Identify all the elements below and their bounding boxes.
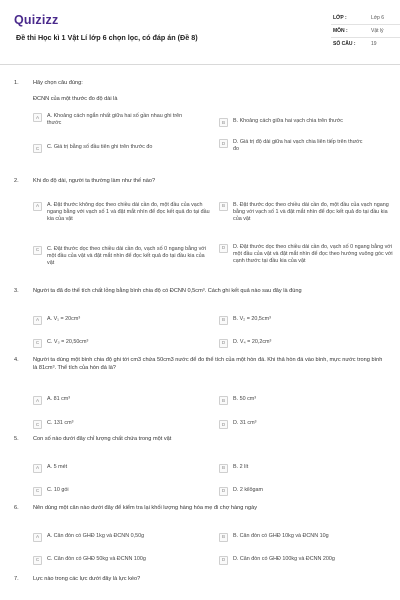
option-text: D. 31 cm³ <box>233 420 257 427</box>
option-letter-box: B <box>219 202 228 211</box>
option-letter-box: B <box>219 316 228 325</box>
option-letter-box: D <box>219 244 228 253</box>
option-text: A. Đặt thước không dọc theo chiều dài cần đo, một đầu của vạch ngang bằng với vạch số 1 và đặt mắt nhìn để đọc kết quả đo tại đầu kia của vật <box>47 201 210 223</box>
question-number: 1. <box>14 80 19 86</box>
question-number: 6. <box>14 505 19 511</box>
question-number: 4. <box>14 357 19 363</box>
option-text: A. Khoảng cách ngắn nhất giữa hai số gần nhau ghi trên thước <box>47 113 183 127</box>
option-text: B. 2 lít <box>233 463 249 470</box>
meta-label: MÔN : <box>333 27 348 34</box>
option-letter-box: D <box>219 556 228 565</box>
option-d[interactable] <box>219 244 397 266</box>
question-text: Nên dùng một cân nào dưới đây để kiểm tra lại khối lượng hàng hóa mẹ đi chợ hàng ngày <box>33 505 258 511</box>
option-letter-box: D <box>219 420 228 429</box>
option-text: C. Giá trị bằng số đầu tiên ghi trên thước đo <box>47 144 153 151</box>
question-number: 2. <box>14 178 19 184</box>
option-letter-box: B <box>219 464 228 473</box>
question-3 <box>14 288 386 348</box>
option-text: C. V₃ = 20,50cm³ <box>47 338 89 345</box>
option-letter-box: B <box>219 396 228 405</box>
option-letter-box: C <box>33 144 42 153</box>
option-c[interactable] <box>33 420 203 429</box>
options <box>33 304 386 364</box>
option-letter-box: C <box>33 339 42 348</box>
option-d[interactable] <box>219 556 389 565</box>
header <box>14 12 388 62</box>
question-text: Hãy chọn câu đúng: <box>33 80 83 86</box>
option-b[interactable] <box>219 396 389 405</box>
question-6 <box>14 505 386 565</box>
option-text: A. V₁ = 20cm³ <box>47 315 81 322</box>
option-b[interactable] <box>219 202 397 224</box>
meta-label: LỚP : <box>333 14 347 21</box>
question-number: 5. <box>14 436 19 442</box>
question-text: Khi đo độ dài, người ta thường làm như thế nào? <box>33 178 156 184</box>
option-letter-box: A <box>33 533 42 542</box>
options <box>33 521 386 581</box>
option-a[interactable] <box>33 316 203 325</box>
option-b[interactable] <box>219 118 385 127</box>
option-text: A. 81 cm³ <box>47 396 71 403</box>
question-text: Con số nào dưới đây chỉ lượng chất chứa trong một vật <box>33 436 172 442</box>
option-text: D. 2 kilôgam <box>233 486 263 493</box>
option-c[interactable] <box>33 246 211 268</box>
meta-row-count <box>331 38 400 51</box>
question-text: Lực nào trong các lực dưới đây là lực kéo? <box>33 576 141 582</box>
question-1 <box>14 80 386 164</box>
option-text: D. Đặt thước dọc theo chiều dài cần đo, vạch số 0 ngang bằng với một đầu của vật và đặt mắt nhìn để đọc theo hướng vuông góc với cạnh thước tại đầu kia của vật <box>233 243 393 265</box>
options <box>33 452 386 512</box>
question-5 <box>14 436 386 496</box>
option-text: C. 131 cm³ <box>47 420 74 427</box>
option-text: D. V₄ = 20,2cm³ <box>233 338 272 345</box>
question-text: Người ta đã đo thể tích chất lỏng bằng bình chia độ có ĐCNN 0,5cm³. Cách ghi kết quả nào sau đây là đúng <box>33 288 302 294</box>
option-letter-box: A <box>33 464 42 473</box>
option-text: B. 50 cm³ <box>233 396 257 403</box>
option-letter-box: D <box>219 487 228 496</box>
question-number: 3. <box>14 288 19 294</box>
option-text: B. Khoảng cách giữa hai vạch chia trên thước <box>233 118 343 125</box>
option-letter-box: D <box>219 339 228 348</box>
meta-row-grade <box>331 12 400 25</box>
page-title: Đề thi Học kì 1 Vật Lí lớp 6 chọn lọc, có đáp án (Đề 8) <box>16 33 198 42</box>
option-b[interactable] <box>219 464 389 473</box>
option-text: C. 10 gói <box>47 486 69 493</box>
option-text: A. 5 mét <box>47 463 68 470</box>
question-4 <box>14 357 386 427</box>
option-letter-box: A <box>33 316 42 325</box>
option-d[interactable] <box>219 487 389 496</box>
meta-table <box>331 12 400 51</box>
option-letter-box: A <box>33 202 42 211</box>
question-7 <box>14 576 386 590</box>
option-a[interactable] <box>33 464 203 473</box>
meta-row-subject <box>331 25 400 38</box>
meta-value: Lớp 6 <box>371 14 385 21</box>
option-b[interactable] <box>219 533 389 542</box>
question-2 <box>14 178 393 278</box>
option-text: C. Đặt thước dọc theo chiều dài cần đo, vạch số 0 ngang bằng với một đầu của vật và đặt mắt nhìn để đọc kết quả đo tại đầu kia của vật <box>47 245 207 267</box>
quizizz-logo: Quizizz <box>14 13 59 27</box>
option-text: C. Cân đòn có GHĐ 50kg và ĐCNN 100g <box>47 555 146 562</box>
option-d[interactable] <box>219 139 369 154</box>
option-letter-box: B <box>219 118 228 127</box>
option-letter-box: D <box>219 139 228 148</box>
question-subtext: ĐCNN của một thước đo độ dài là <box>33 95 118 102</box>
meta-label: SỐ CÂU : <box>333 41 356 48</box>
option-letter-box: C <box>33 246 42 255</box>
option-c[interactable] <box>33 339 203 348</box>
option-letter-box: A <box>33 396 42 405</box>
option-a[interactable] <box>33 533 203 542</box>
option-a[interactable] <box>33 202 211 224</box>
option-letter-box: C <box>33 487 42 496</box>
option-d[interactable] <box>219 339 389 348</box>
option-c[interactable] <box>33 487 203 496</box>
option-text: D. Cân đòn có GHĐ 100kg và ĐCNN 200g <box>233 555 335 562</box>
options <box>33 194 393 294</box>
option-c[interactable] <box>33 144 193 153</box>
meta-value: 19 <box>371 41 377 48</box>
option-text: B. V₂ = 20,5cm³ <box>233 315 271 322</box>
option-text: D. Giá trị độ dài giữa hai vạch chia liên tiếp trên thước đo <box>233 139 363 153</box>
option-letter-box: C <box>33 420 42 429</box>
option-letter-box: C <box>33 556 42 565</box>
option-text: B. Cân đòn có GHĐ 10kg và ĐCNN 10g <box>233 532 329 539</box>
option-c[interactable] <box>33 556 203 565</box>
option-a[interactable] <box>33 396 203 405</box>
option-text: B. Đặt thước dọc theo chiều dài cần đo, một đầu của vạch ngang bằng với vạch số 1 và đặt mắt nhìn để đọc kết quả đo tại đầu kia của vật <box>233 201 389 223</box>
option-a[interactable] <box>33 113 193 128</box>
option-text: A. Cân đòn có GHĐ 1kg và ĐCNN 0,50g <box>47 532 145 539</box>
meta-value: Vật lý <box>371 27 384 34</box>
question-text: Người ta dùng một bình chia độ ghi tới cm3 chứa 50cm3 nước để đo thể tích của một hòn đá. Khi thả hòn đá vào bình, mực nước trong bình là 81cm³. Thể tích của hòn đá là? <box>33 357 383 371</box>
option-d[interactable] <box>219 420 389 429</box>
question-number: 7. <box>14 576 19 582</box>
header-divider <box>0 64 400 65</box>
option-letter-box: A <box>33 113 42 122</box>
option-b[interactable] <box>219 316 389 325</box>
option-letter-box: B <box>219 533 228 542</box>
